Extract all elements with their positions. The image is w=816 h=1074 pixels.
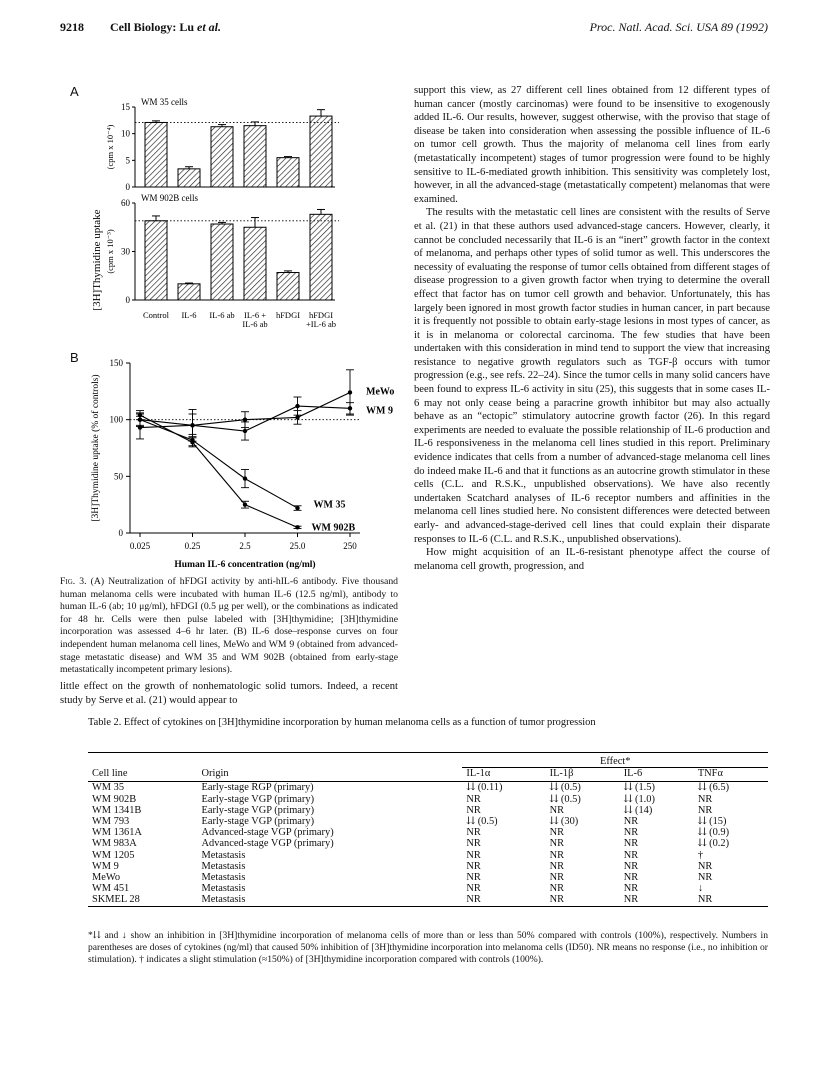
table-cell: ⇊ (0.2) (697, 838, 730, 850)
line-ytick: 50 (114, 471, 123, 482)
wm35-bar (244, 126, 266, 187)
column-header: IL-1β (549, 768, 574, 780)
column-header: Cell line (92, 767, 128, 779)
table-cell: NR (697, 860, 713, 872)
table-cell: NR (623, 883, 639, 895)
table-footnote: *⇊ and ↓ show an inhibition in [3H]thymidine incorporation of melanoma cells of more than or less than 50% compared with controls (100%), respectively. Numbers in parentheses are doses of cytokines (ng/ml) that caused 50% inhibition of [3H]thymidine incorporation into melanoma cells (ID50). NR means no response (i.e., no inhibition or stimulation). † indicates a slight stimulation (≈150%) of [3H]thymidine incorporation compared with controls (100%). (88, 930, 768, 965)
wm35-bar (310, 116, 332, 187)
series-label: WM 35 (313, 499, 346, 511)
wm35-ytick: 15 (121, 102, 130, 112)
category-label: hFDGI (308, 310, 334, 320)
wm35-bar (178, 169, 200, 187)
table-cell: ⇊ (0.5) (466, 816, 498, 828)
line-xtick: 2.5 (239, 541, 251, 551)
table-row (88, 883, 768, 894)
category-label: IL-6 + (243, 310, 267, 320)
right-paragraph-1: support this view, as 27 different cell lines obtained from 12 different types of human cancer (mostly carcinomas) were found to be insensitive to exogenously added IL-6. Our results, however, suggest otherwise, with the proviso that stage of disease be taken into consideration when assessing the possible influence of IL-6 on tumor cell growth. Thus the majority of melanoma cell lines from early (metastatically incompetent) stages of tumor progression were found to be highly sensitive to IL-6-mediated growth inhibition. This sensitivity was completely lost, however, in all the advanced-stage (metastatically competent) melanomas that were examined. (414, 85, 770, 205)
wm35-bar-group (105, 97, 339, 192)
category-label: Control (143, 310, 169, 320)
running-head-right: Proc. Natl. Acad. Sci. USA 89 (1992) (589, 20, 768, 34)
table-cell: NR (549, 804, 565, 816)
wm902b-ytick: 60 (121, 198, 130, 208)
wm35-ylabel: (cpm x 10⁻⁴) (105, 124, 115, 170)
panel-a-shared-ylabel: [3H]Thymidine uptake (91, 209, 103, 311)
series-point (243, 417, 247, 421)
series-point (243, 502, 247, 506)
wm902b-title: WM 902B cells (141, 193, 198, 203)
wm902b-bar (277, 273, 299, 300)
wm35-bar (277, 158, 299, 187)
table-cell: Early-stage VGP (primary) (201, 793, 315, 805)
line-xtick: 0.025 (129, 541, 151, 551)
panel-a-chart (60, 95, 400, 345)
cytokine-table (88, 752, 768, 907)
wm902b-bar (178, 284, 200, 300)
table-row (88, 827, 768, 838)
table-cell: NR (466, 793, 481, 805)
wm902b-bar (310, 214, 332, 300)
table-cell: WM 983A (92, 838, 137, 850)
table-row (88, 794, 768, 805)
wm902b-ylabel: (cpm x 10⁻³) (105, 229, 115, 274)
table-cell: NR (623, 872, 639, 884)
table-cell: WM 902B (92, 793, 137, 805)
category-label: +IL-6 ab (305, 319, 337, 329)
series-point (243, 429, 247, 433)
table-cell: NR (549, 838, 565, 850)
table-row (88, 894, 768, 906)
table-cell: Advanced-stage VGP (primary) (201, 827, 334, 839)
table-cell: MeWo (92, 872, 121, 884)
table-cell: Advanced-stage VGP (primary) (201, 838, 334, 850)
table-cell: WM 1205 (92, 849, 135, 861)
wm902b-bar (211, 224, 233, 300)
column-header: IL-1α (466, 768, 491, 780)
wm902b-bar (244, 227, 266, 300)
table-cell: SKMEL 28 (92, 894, 140, 906)
line-ytick: 0 (118, 528, 123, 538)
category-labels (143, 310, 336, 329)
table-cell: Early-stage VGP (primary) (201, 816, 315, 828)
table-cell: NR (466, 894, 481, 906)
table-row (88, 782, 768, 794)
series-point (190, 440, 194, 444)
table-cell: NR (466, 804, 481, 816)
right-paragraph-3: How might acquisition of an IL-6-resistant phenotype affect the course of melanoma cell growth, progression, and (414, 547, 770, 572)
caption-text: (A) Neutralization of hFDGI activity by anti-hIL-6 antibody. Five thousand human melanoma cells were incubated with human IL-6 (12.5 ng/ml), antibody to human IL-6 (ab; 10 μg/ml), hFDGI (0.5 μg per well), or the combinations as indicated for 48 hr. Cells were then pulse labeled with [3H]thymidine; [3H]thymidine incorporation was assessed 4–6 hr later. (B) IL-6 dose–response curves on four independent human melanoma cell lines, MeWo and WM 9 (obtained from advanced-stage metastatic disease) and WM 35 and WM 902B (obtained from early-stage metastatically incompetent primary lesions). (60, 576, 399, 676)
table-header-row (88, 768, 768, 782)
table-cell: Metastasis (201, 849, 246, 861)
line-xtick: 250 (343, 541, 357, 551)
series-point (190, 423, 194, 427)
wm35-ytick: 0 (125, 182, 130, 192)
table-cell: NR (623, 838, 639, 850)
table-cell: Metastasis (201, 883, 246, 895)
series-point (295, 404, 299, 408)
series-point (138, 413, 142, 417)
table-cell: Early-stage RGP (primary) (201, 782, 314, 794)
wm902b-ytick: 30 (121, 246, 130, 257)
table-cell: NR (697, 894, 713, 906)
category-label: IL-6 ab (209, 310, 235, 320)
table-cell: ⇊ (1.0) (623, 793, 655, 805)
table-row (88, 872, 768, 883)
series-line (140, 415, 298, 527)
line-ytick: 150 (109, 358, 123, 368)
table-cell: ⇊ (14) (623, 804, 653, 816)
table-cell: NR (466, 838, 481, 850)
table-cell: NR (549, 860, 565, 872)
panel-a-label: A (70, 84, 79, 99)
panel-b-chart (60, 355, 400, 570)
wm35-bar (145, 122, 167, 187)
table-cell: NR (549, 883, 565, 895)
series-label: WM 902B (311, 522, 356, 534)
table-cell: NR (623, 894, 639, 906)
line-xtick: 0.25 (184, 541, 201, 551)
table-cell: NR (549, 872, 565, 884)
caption-label: Fig. 3. (60, 576, 87, 587)
table-row (88, 850, 768, 861)
table-cell: Metastasis (201, 860, 246, 872)
table-cell: NR (466, 860, 481, 872)
table-cell: Early-stage VGP (primary) (201, 804, 315, 816)
table-cell: NR (549, 894, 565, 906)
series-point (295, 415, 299, 419)
wm35-ytick: 5 (125, 155, 130, 166)
left-paragraph: little effect on the growth of nonhematologic solid tumors. Indeed, a recent study by Serve et al. (21) would appear to (60, 681, 398, 706)
figure-caption (60, 576, 398, 677)
table-cell: ↓ (697, 883, 704, 895)
table-cell: NR (623, 816, 639, 828)
table-cell: NR (697, 872, 713, 884)
panel-b-label: B (70, 350, 79, 365)
right-column-text (414, 84, 770, 573)
category-label: IL-6 ab (242, 319, 268, 329)
table-cell: NR (623, 849, 639, 861)
series-line (140, 420, 298, 508)
line-xtick: 25.0 (289, 541, 306, 551)
table-cell: NR (549, 827, 565, 839)
running-head-left: Cell Biology: Lu et al. (110, 20, 222, 34)
table-cell: NR (549, 849, 565, 861)
category-label: hFDGI (275, 310, 301, 320)
series-point (295, 525, 299, 529)
series-label: MeWo (366, 386, 395, 398)
page-number: 9218 (60, 20, 84, 34)
wm902b-bar (145, 221, 167, 300)
wm35-ytick: 10 (121, 128, 130, 139)
line-ytick: 100 (109, 414, 123, 425)
series-point (295, 506, 299, 510)
effect-header: Effect* (462, 753, 768, 768)
series-point (243, 476, 247, 480)
column-header: TNFα (697, 768, 723, 780)
table-cell: NR (623, 860, 639, 872)
table-body (88, 782, 768, 906)
table-cell: WM 35 (92, 782, 125, 794)
table-cell: ⇊ (0.5) (549, 793, 581, 805)
table-cell: NR (697, 804, 713, 816)
table-cell: NR (466, 849, 481, 861)
table-row (88, 861, 768, 872)
table-cell: NR (466, 872, 481, 884)
line-xlabel: Human IL-6 concentration (ng/ml) (174, 560, 316, 570)
wm35-bar (211, 127, 233, 187)
table-cell: ⇊ (6.5) (697, 782, 730, 794)
table-cell: ⇊ (0.11) (466, 782, 503, 794)
table-title: Table 2. Effect of cytokines on [3H]thymidine incorporation by human melanoma cells as a function of tumor progression (88, 717, 596, 728)
table-cell: ⇊ (0.9) (697, 827, 730, 839)
wm902b-bar-group (105, 193, 339, 305)
wm35-title: WM 35 cells (141, 97, 188, 107)
line-ylabel: [3H]Thymidine uptake (% of controls) (91, 374, 101, 522)
right-paragraph-2: The results with the metastatic cell lines are consistent with the results of Serve et al. (21) in that these authors used advanced-stage cancers. However, clearly, it cannot be concluded necessarily that IL-6 is an “inert” growth factor in the context of melanoma, and perhaps other types of solid tumor as well. This underscores the necessity of evaluating the response of tumor cells obtained from different stages of disease progression to a given growth factor when trying to determine the overall effect that factor has on tumor cell growth and behavior. Unfortunately, this has largely been ignored in most growth factor studies in human cancer, in part because it is frequently not possible to obtain early-stage lesions in most types of cancer, as it is in melanoma or colorectal carcinoma. The few studies that have been undertaken with this consideration in mind tend to support the view that increasing resistance to negative growth regulators such as TGF-β occurs with tumor progression (e.g., see refs. 22–24). Since the tumor cells in many solid cancers have been found to express IL-6 activity in situ (25), this suggests that in some cases IL-6 may not only cease being a paracrine growth inhibitor but may also actually behave as an “ectopic” stimulatory autocrine growth factor (26). In this regard experiments are needed to evaluate the possible relationship of IL-6 production and IL-6 responsiveness in the melanoma cell lines studied in this report. Preliminary evidence indicates that cells from a number of advanced-stage melanoma cell lines do indeed make IL-6 and that it functions as an autocrine growth stimulator in these cells (C.L. and R.S.K., unpublished observations). We have also recently undertaken Scatchard analyses of IL-6 receptor numbers and affinities in the melanoma cell lines studied here. No consistent differences were detected between early- and advanced-stage-derived cell lines that could explain their disparate responses to IL-6 (C.L. and R.S.K., unpublished observations). (414, 207, 770, 545)
table-cell: NR (466, 883, 481, 895)
table-row (88, 838, 768, 849)
table-cell: NR (466, 827, 481, 839)
series-point (348, 390, 352, 394)
table-cell: NR (697, 793, 713, 805)
wm902b-ytick: 0 (125, 295, 130, 305)
dose-response-chart (90, 358, 394, 570)
table-cell: WM 451 (92, 883, 130, 895)
table-cell: NR (623, 827, 639, 839)
table-cell: † (697, 849, 704, 861)
column-header: Origin (201, 767, 229, 779)
table-cell: ⇊ (1.5) (623, 782, 655, 794)
table-cell: WM 793 (92, 816, 130, 828)
table-row (88, 805, 768, 816)
table-cell: WM 9 (92, 860, 119, 872)
left-column-text (60, 680, 398, 707)
table-cell: ⇊ (0.5) (549, 782, 581, 794)
series-point (348, 406, 352, 410)
column-header: IL-6 (623, 768, 643, 780)
table-cell: WM 1341B (92, 804, 142, 816)
series-label: WM 9 (366, 405, 393, 417)
table-row (88, 816, 768, 827)
table-cell: WM 1361A (92, 827, 142, 839)
table-cell: ⇊ (15) (697, 816, 727, 828)
table-cell: Metastasis (201, 894, 246, 906)
category-label: IL-6 (181, 310, 197, 320)
table-cell: Metastasis (201, 872, 246, 884)
table-cell: ⇊ (30) (549, 816, 579, 828)
